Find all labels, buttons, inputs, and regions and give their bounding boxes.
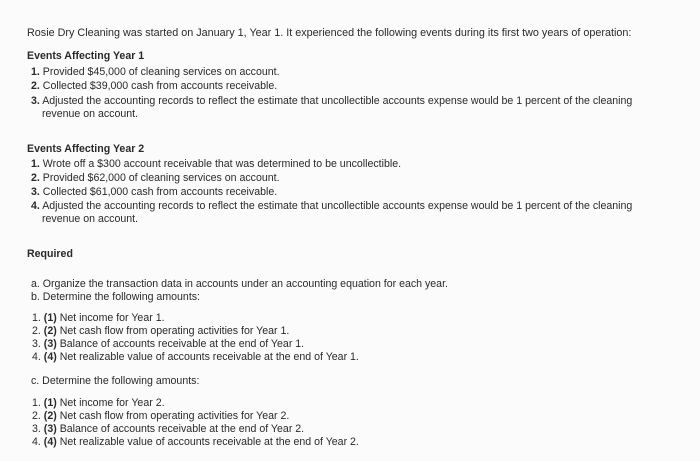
item-tag: (1) xyxy=(43,397,57,409)
part-b-item-1 xyxy=(32,312,165,325)
item-tag: (4) xyxy=(43,351,57,363)
year2-item-3 xyxy=(31,186,277,199)
item-text: Adjusted the accounting records to reflect the estimate that uncollectible accounts expense would be 1 percent of the cleaning xyxy=(42,200,633,212)
part-b-item-4 xyxy=(32,351,359,364)
year1-item-3 xyxy=(31,95,632,108)
part-c-item-2 xyxy=(32,410,289,423)
item-text: Net income for Year 1. xyxy=(59,312,165,324)
item-text: Collected $61,000 cash from accounts receivable. xyxy=(42,186,278,198)
item-number: 3. xyxy=(31,95,40,107)
intro-text: Rosie Dry Cleaning was started on January 1, Year 1. It experienced the following events during its first two years of operation: xyxy=(27,27,632,39)
item-text: Net realizable value of accounts receivable at the end of Year 1. xyxy=(59,351,359,363)
item-tag: (3) xyxy=(43,338,57,350)
part-b-item-3 xyxy=(32,338,304,351)
item-number: 1. xyxy=(32,312,41,324)
item-tag: (4) xyxy=(43,436,57,448)
item-tag: (3) xyxy=(43,423,57,435)
required-heading: Required xyxy=(27,248,73,260)
required-part-c: c. Determine the following amounts: xyxy=(31,375,200,387)
year1-item-2 xyxy=(31,80,277,93)
required-part-a: a. Organize the transaction data in accounts under an accounting equation for each year. xyxy=(31,278,448,290)
item-number: 1. xyxy=(31,158,40,170)
item-tag: (2) xyxy=(43,325,57,337)
item-text: Adjusted the accounting records to reflect the estimate that uncollectible accounts expense would be 1 percent of the cleaning xyxy=(42,95,633,107)
item-text: Balance of accounts receivable at the end of Year 1. xyxy=(59,338,305,350)
item-text: Net realizable value of accounts receivable at the end of Year 2. xyxy=(59,436,359,448)
year2-item-2 xyxy=(31,172,280,185)
part-b-item-2 xyxy=(32,325,289,338)
item-tag: (2) xyxy=(43,410,57,422)
year1-item-1 xyxy=(31,66,280,79)
item-number: 4. xyxy=(32,351,41,363)
year2-item-4 xyxy=(31,200,632,213)
item-number: 2. xyxy=(32,410,41,422)
item-number: 2. xyxy=(31,80,40,92)
item-number: 2. xyxy=(31,172,40,184)
year2-heading: Events Affecting Year 2 xyxy=(27,143,145,155)
item-number: 1. xyxy=(32,397,41,409)
part-c-item-4 xyxy=(32,436,359,449)
item-text: Provided $45,000 of cleaning services on account. xyxy=(42,66,280,78)
year1-heading: Events Affecting Year 1 xyxy=(27,50,145,62)
item-number: 1. xyxy=(31,66,40,78)
item-tag: (1) xyxy=(43,312,57,324)
item-text: Net income for Year 2. xyxy=(59,397,165,409)
item-number: 3. xyxy=(31,186,40,198)
item-number: 4. xyxy=(32,436,41,448)
item-number: 3. xyxy=(32,338,41,350)
required-part-b: b. Determine the following amounts: xyxy=(31,291,200,303)
item-text: Net cash flow from operating activities for Year 1. xyxy=(59,325,290,337)
year2-item-4-continued: revenue on account. xyxy=(42,213,139,225)
year2-item-1 xyxy=(31,158,401,171)
item-number: 3. xyxy=(32,423,41,435)
item-text: Collected $39,000 cash from accounts receivable. xyxy=(42,80,278,92)
item-text: Balance of accounts receivable at the end of Year 2. xyxy=(59,423,305,435)
year1-item-3-continued: revenue on account. xyxy=(42,108,139,120)
item-text: Net cash flow from operating activities for Year 2. xyxy=(59,410,290,422)
item-text: Provided $62,000 of cleaning services on account. xyxy=(42,172,280,184)
part-c-item-3 xyxy=(32,423,304,436)
item-number: 4. xyxy=(31,200,40,212)
part-c-item-1 xyxy=(32,397,165,410)
item-text: Wrote off a $300 account receivable that was determined to be uncollectible. xyxy=(42,158,402,170)
item-number: 2. xyxy=(32,325,41,337)
